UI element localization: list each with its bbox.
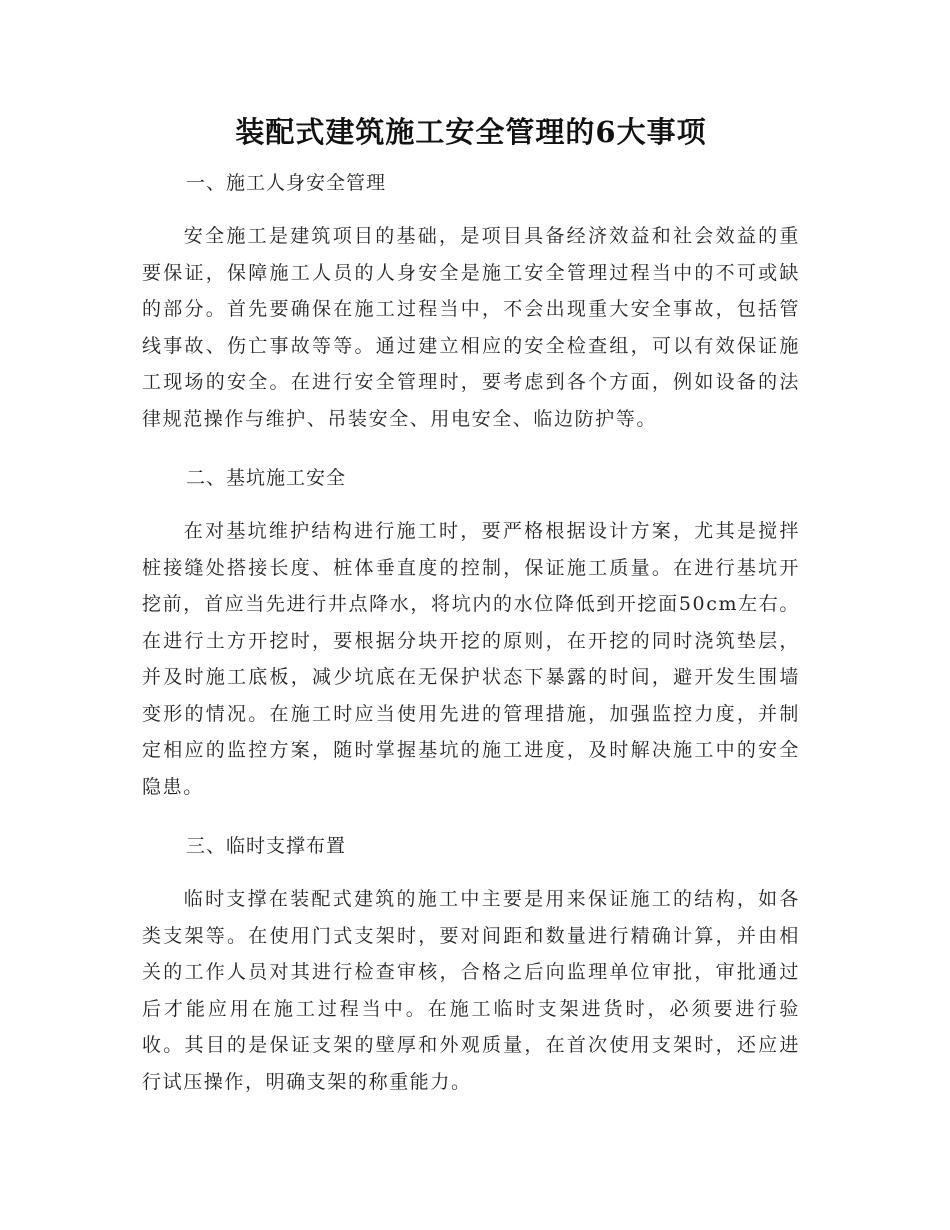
section-body-3: 临时支撑在装配式建筑的施工中主要是用来保证施工的结构，如各类支架等。在使用门式支架时，要对间距和数量进行精确计算，并由相关的工作人员对其进行检查审核，合格之后向监理单位审批，审批通过后才能应用在施工过程当中。在施工临时支架进货时，必须要进行验收。其目的是保证支架的壁厚和外观质量，在首次使用支架时，还应进行试压操作，明确支架的称重能力。 — [142, 888, 800, 1093]
section-body-1: 安全施工是建筑项目的基础，是项目具备经济效益和社会效益的重要保证，保障施工人员的人身安全是施工安全管理过程当中的不可或缺的部分。首先要确保在施工过程当中，不会出现重大安全事故，包括管线事故、伤亡事故等等。通过建立相应的安全检查组，可以有效保证施工现场的安全。在进行安全管理时，要考虑到各个方面，例如设备的法律规范操作与维护、吊装安全、用电安全、临边防护等。 — [142, 225, 800, 430]
section-heading-3: 三、临时支撑布置 — [186, 835, 347, 857]
section-heading-1: 一、施工人身安全管理 — [186, 172, 387, 194]
section-body-2: 在对基坑维护结构进行施工时，要严格根据设计方案，尤其是搅拌桩接缝处搭接长度、桩体垂直度的控制，保证施工质量。在进行基坑开挖前，首应当先进行井点降水，将坑内的水位降低到开挖面50cm左右。在进行土方开挖时，要根据分块开挖的原则，在开挖的同时浇筑垫层，并及时施工底板，减少坑底在无保护状态下暴露的时间，避开发生围墙变形的情况。在施工时应当使用先进的管理措施，加强监控力度，并制定相应的监控方案，随时掌握基坑的施工进度，及时解决施工中的安全隐患。 — [142, 520, 800, 798]
document-title: 装配式建筑施工安全管理的6大事项 — [235, 115, 707, 149]
section-heading-2: 二、基坑施工安全 — [186, 467, 347, 489]
